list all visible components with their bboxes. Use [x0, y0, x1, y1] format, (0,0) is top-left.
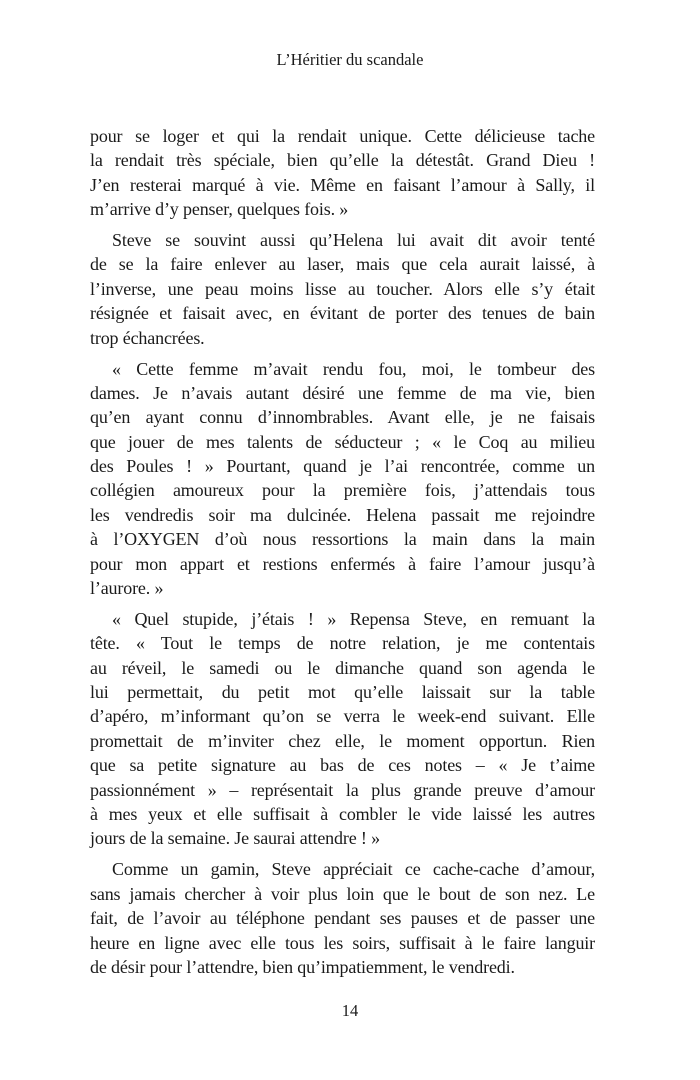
text-line: de désir pour l’attendre, bien qu’impatiemment, le vendredi. — [90, 956, 515, 977]
text-line: trop échancrées. — [90, 327, 205, 348]
text-line: lui permettait, du petit mot qu’elle laissait sur la table — [90, 682, 595, 703]
paragraph — [90, 607, 595, 851]
text-line: pour se loger et qui la rendait unique. Cette délicieuse tache — [90, 126, 595, 146]
running-head-title: L’Héritier du scandale — [276, 50, 424, 69]
paragraph — [90, 857, 595, 979]
text-line: « Quel stupide, j’étais ! » Repensa Steve, en remuant la — [112, 608, 595, 629]
body-text — [90, 124, 595, 986]
text-line: qu’en ayant connu d’innombrables. Avant elle, je ne faisais — [90, 407, 595, 428]
text-line: l’inverse, une peau moins lisse au toucher. Alors elle s’y était — [90, 278, 595, 299]
text-line: à mes yeux et elle suffisait à combler le vide laissé les autres — [90, 804, 595, 825]
text-line: des Poules ! » Pourtant, quand je l’ai rencontrée, comme un — [90, 456, 595, 477]
text-line: m’arrive d’y penser, quelques fois. » — [90, 199, 349, 220]
text-line: J’en resterai marqué à vie. Même en faisant l’amour à Sally, il — [90, 174, 595, 195]
text-line: passionnément » – représentait la plus grande preuve d’amour — [90, 779, 595, 800]
page-number: 14 — [341, 1001, 359, 1020]
text-line: à l’OXYGEN d’où nous ressortions la main dans la main — [90, 529, 595, 550]
text-line: les vendredis soir ma dulcinée. Helena passait me rejoindre — [90, 504, 595, 525]
paragraph — [90, 357, 595, 601]
text-line: sans jamais chercher à voir plus loin que le bout de son nez. Le — [90, 883, 595, 904]
text-line: Comme un gamin, Steve appréciait ce cache-cache d’amour, — [112, 859, 595, 880]
text-line: que sa petite signature au bas de ces notes – « Je t’aime — [90, 755, 595, 776]
paragraph — [90, 228, 595, 350]
text-line: « Cette femme m’avait rendu fou, moi, le tombeur des — [112, 358, 595, 379]
text-line: fait, de l’avoir au téléphone pendant ses pauses et de passer une — [90, 908, 595, 929]
text-line: d’apéro, m’informant qu’on se verra le week-end suivant. Elle — [90, 706, 595, 727]
text-line: heure en ligne avec elle tous les soirs, suffisait à le faire languir — [90, 932, 595, 953]
text-line: jours de la semaine. Je saurai attendre ! » — [90, 828, 380, 849]
text-line: collégien amoureux pour la première fois, j’attendais tous — [90, 480, 595, 501]
text-line: la rendait très spéciale, bien qu’elle la détestât. Grand Dieu ! — [90, 150, 595, 171]
text-line: pour mon appart et restions enfermés à faire l’amour jusqu’à — [90, 553, 595, 574]
text-line: tête. « Tout le temps de notre relation, je me contentais — [90, 633, 595, 654]
text-line: dames. Je n’avais autant désiré une femme de ma vie, bien — [90, 382, 595, 403]
text-line: résignée et faisait avec, en évitant de porter des tenues de bain — [90, 303, 595, 324]
paragraph — [90, 124, 595, 222]
text-line: Steve se souvint aussi qu’Helena lui avait dit avoir tenté — [112, 230, 595, 251]
text-line: promettait de m’inviter chez elle, le moment opportun. Rien — [90, 730, 595, 751]
text-line: l’aurore. » — [90, 578, 164, 599]
text-line: de se la faire enlever au laser, mais que cela aurait laissé, à — [90, 254, 595, 275]
text-line: au réveil, le samedi ou le dimanche quand son agenda le — [90, 657, 595, 678]
text-line: que jouer de mes talents de séducteur ; « le Coq au milieu — [90, 431, 595, 452]
